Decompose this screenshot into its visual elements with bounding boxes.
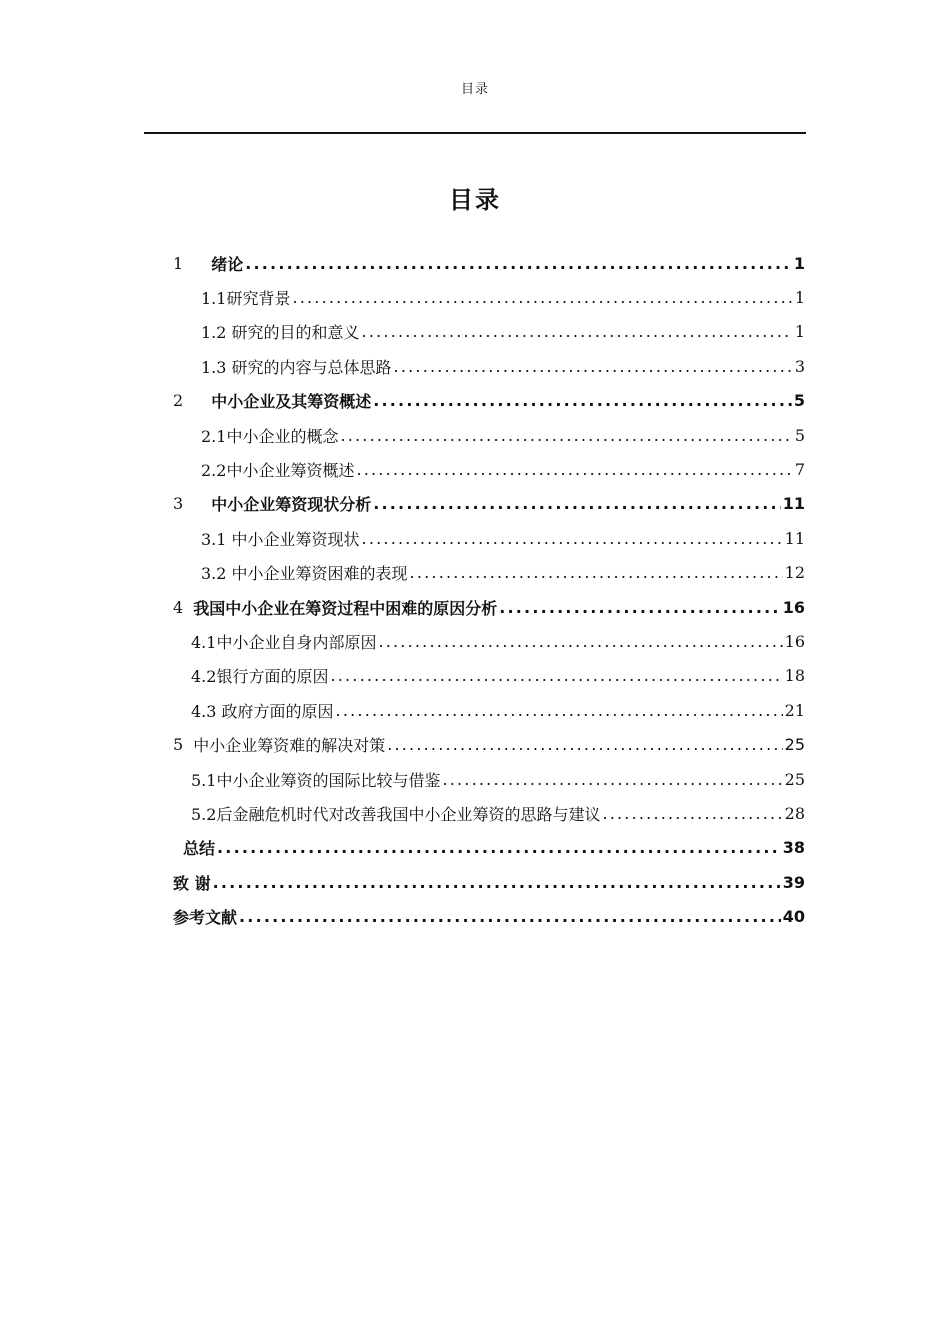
toc-entry[interactable] — [173, 487, 805, 521]
toc-leader-dots — [410, 563, 783, 582]
toc-entry-number: 5 — [173, 735, 184, 755]
toc-entry-page: 18 — [784, 666, 805, 686]
toc-leader-dots — [356, 460, 792, 479]
toc-entry-title: 中小企业筹资现状分析 — [211, 495, 372, 515]
toc-leader-dots — [239, 907, 781, 926]
toc-entry-title: 3.2 中小企业筹资困难的表现 — [201, 564, 408, 584]
toc-entry[interactable] — [173, 899, 805, 933]
toc-entry-page: 1 — [794, 288, 805, 308]
toc-entry-title: 4.1中小企业自身内部原因 — [191, 632, 377, 652]
running-header: 目录 — [460, 82, 489, 97]
toc-entry-title: 致 谢 — [173, 873, 211, 893]
toc-entry[interactable] — [173, 452, 805, 486]
toc-entry-page: 11 — [782, 494, 805, 514]
toc-entry-title: 2.2中小企业筹资概述 — [201, 461, 355, 481]
toc-entry[interactable] — [173, 521, 805, 555]
toc-entry-title: 总结 — [183, 839, 216, 859]
toc-entry-page: 21 — [784, 700, 805, 720]
toc-leader-dots — [602, 804, 782, 823]
toc-entry[interactable] — [173, 418, 805, 452]
toc-entry-title: 绪论 — [211, 254, 244, 274]
toc-leader-dots — [362, 322, 793, 341]
toc-entry-page: 5 — [793, 391, 805, 411]
toc-leader-dots — [330, 666, 782, 685]
toc-entry-page: 1 — [794, 322, 805, 342]
toc-entry-number: 2 — [173, 391, 184, 411]
toc-leader-dots — [499, 598, 781, 617]
page-title: 目录 — [449, 186, 501, 214]
toc-entry[interactable] — [173, 280, 805, 314]
toc-entry[interactable] — [173, 590, 805, 624]
toc-entry-page: 12 — [784, 563, 805, 583]
toc-entry-page: 25 — [784, 735, 805, 755]
toc-entry-title: 参考文献 — [173, 908, 238, 928]
toc-entry-title: 2.1中小企业的概念 — [201, 426, 339, 446]
toc-entry-title: 1.1研究背景 — [201, 289, 291, 309]
toc-entry-page: 28 — [784, 803, 805, 823]
toc-entry-page: 40 — [782, 907, 805, 927]
toc-entry[interactable] — [173, 762, 805, 796]
toc-entry[interactable] — [173, 384, 805, 418]
toc-leader-dots — [217, 838, 781, 857]
toc-entry-page: 39 — [782, 872, 805, 892]
toc-entry-page: 38 — [782, 838, 805, 858]
toc-leader-dots — [378, 632, 782, 651]
toc-entry[interactable] — [173, 624, 805, 658]
toc-leader-dots — [442, 770, 782, 789]
toc-leader-dots — [245, 254, 792, 273]
toc-leader-dots — [387, 735, 782, 754]
toc-entry[interactable] — [173, 796, 805, 830]
table-of-contents — [173, 246, 805, 934]
toc-entry-number: 3 — [173, 494, 184, 514]
toc-entry-page: 7 — [794, 460, 805, 480]
toc-entry-title: 5.1中小企业筹资的国际比较与借鉴 — [191, 770, 441, 790]
toc-entry-page: 16 — [782, 597, 805, 617]
toc-entry[interactable] — [173, 349, 805, 383]
toc-entry[interactable] — [173, 659, 805, 693]
toc-entry-page: 5 — [794, 425, 805, 445]
toc-entry[interactable] — [173, 246, 805, 280]
toc-entry[interactable] — [173, 693, 805, 727]
header-rule — [144, 132, 806, 134]
toc-leader-dots — [373, 391, 792, 410]
toc-entry[interactable] — [173, 831, 805, 865]
toc-leader-dots — [213, 873, 781, 892]
toc-entry-title: 4.2银行方面的原因 — [191, 667, 329, 687]
toc-entry-page: 16 — [784, 631, 805, 651]
toc-entry[interactable] — [173, 727, 805, 761]
toc-entry-title: 中小企业筹资难的解决对策 — [193, 736, 386, 756]
toc-entry-title: 1.2 研究的目的和意义 — [201, 323, 360, 343]
toc-entry-title: 1.3 研究的内容与总体思路 — [201, 357, 392, 377]
toc-entry-title: 3.1 中小企业筹资现状 — [201, 529, 360, 549]
toc-entry-page: 25 — [784, 769, 805, 789]
toc-entry-page: 11 — [784, 528, 805, 548]
toc-entry-page: 1 — [793, 253, 805, 273]
toc-entry-page: 3 — [794, 356, 805, 376]
toc-entry-title: 5.2后金融危机时代对改善我国中小企业筹资的思路与建议 — [191, 804, 601, 824]
toc-leader-dots — [394, 357, 793, 376]
toc-entry[interactable] — [173, 865, 805, 899]
toc-leader-dots — [340, 426, 792, 445]
toc-entry-title: 中小企业及其筹资概述 — [211, 392, 372, 412]
toc-entry-title: 4.3 政府方面的原因 — [191, 701, 334, 721]
toc-entry-title: 我国中小企业在筹资过程中困难的原因分析 — [193, 598, 498, 618]
toc-leader-dots — [362, 529, 783, 548]
toc-entry-number: 4 — [173, 597, 184, 617]
toc-leader-dots — [336, 701, 783, 720]
toc-entry-number: 1 — [173, 253, 184, 273]
toc-entry[interactable] — [173, 315, 805, 349]
toc-leader-dots — [292, 288, 792, 307]
toc-leader-dots — [373, 494, 781, 513]
toc-entry[interactable] — [173, 556, 805, 590]
